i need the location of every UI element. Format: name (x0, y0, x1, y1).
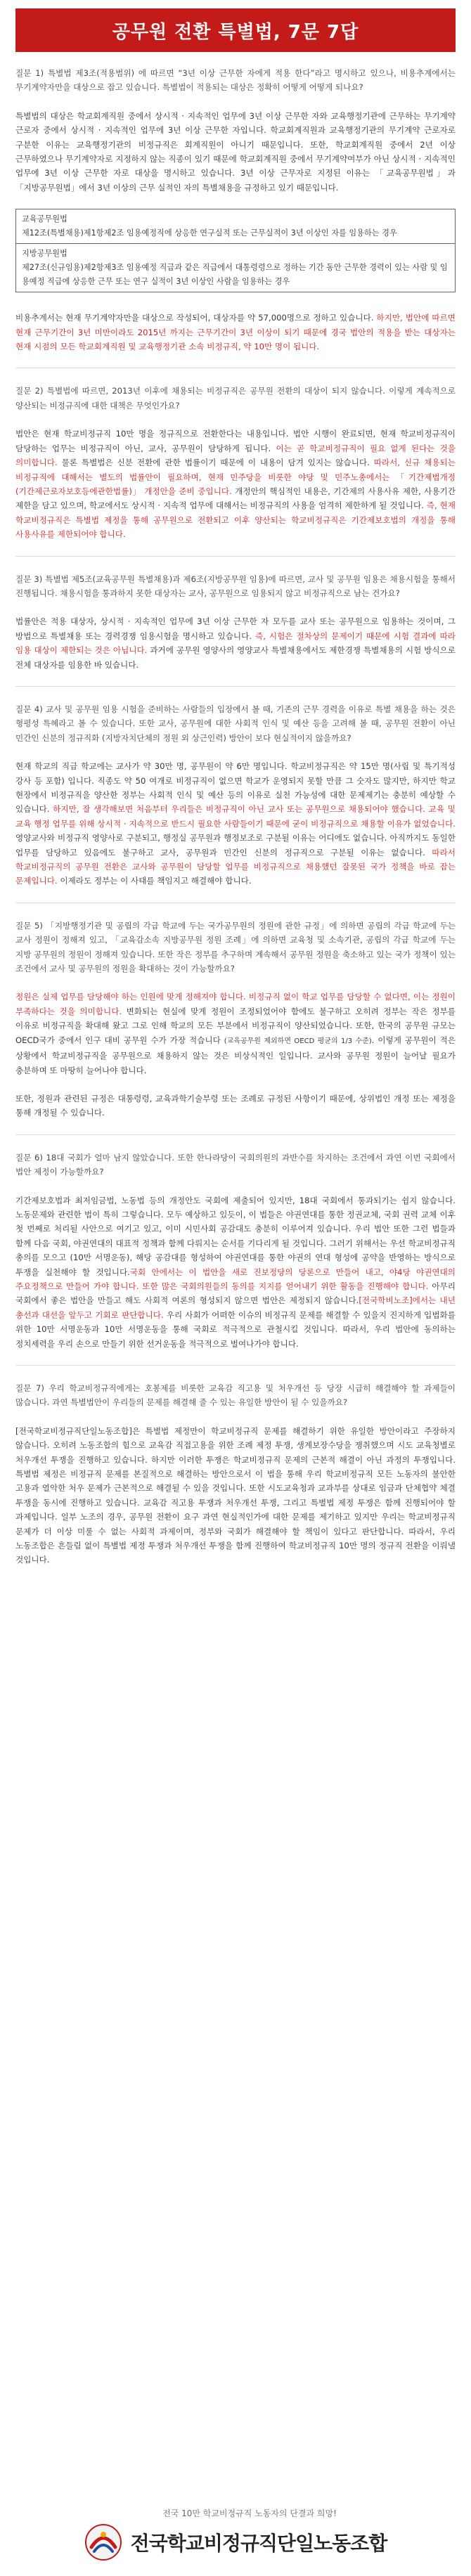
question-2: 질문 2) 특별법에 따르면, 2013년 이후에 채용되는 비정규직은 공무원 전환의 대상이 되지 않습니다. 이렇게 계속적으로 양산되는 비정규직에 대한 대책은 무엇인가요? (15, 386, 456, 410)
answer-6-text-3: 우리 사회가 어떠한 이슈의 비정규직 문제를 해결할 수 있을지 진지하게 입법화를 위한 10만 서명운동과 10만 서명운동을 통해 국회로 적극적으로 관철시킬 것입니다. 따라서, 우리 법안에 동의하는 정치세력을 우리 손으로 만들기 위한 선거운동을 적극적으로 벌여나가야 합니다. (15, 1309, 456, 1349)
law-1-title: 교육공무원법 (22, 214, 67, 224)
answer-4-text-2: 영양교사와 비정규직 영양사로 구분되고, 행정실 공무원과 행정보조로 구분될 이유는 어디에도 없습니다. 아직까지도 동일한 업무를 담당하고 있음에도 불구하고 교사, 공무원과 민간인 신분의 정규직으로 구분될 이유는 없습니다. (15, 833, 456, 857)
page-title-text: 공무원 전환 특별법, 7문 7답 (112, 21, 359, 43)
footer-org-name: 전국학교비정규직단일노동조합 (130, 2531, 387, 2555)
page (0, 8, 471, 2576)
answer-1-highlight: 하지만, 법안에 따르면 현재 근무기간이 3년 미만이라도 2015년 까지는 근무기간이 3년 이상이 되기 때문에 경국 법안의 적용을 받는 대상자는 현재 시점의 모든 학교회계직원 및 교육행정기관 소속 비정규직, 약 10만 명이 됩니다. (15, 313, 456, 352)
footer-brand (84, 2523, 387, 2561)
law-cell-1 (16, 209, 455, 244)
footer (0, 2492, 471, 2576)
divider (15, 556, 456, 557)
question-6: 질문 6) 18대 국회가 얼마 남지 않았습니다. 또한 한나라당이 국회의원의 과반수를 차지하는 조건에서 과연 이번 국회에서 법안 제정이 가능할까요? (15, 1152, 456, 1177)
answer-1-text: 비용추계서는 현재 무기계약자만을 대상으로 작성되어, 대상자를 약 57,000명으로 정하고 있습니다. (15, 313, 377, 323)
answer-2-highlight-1: 이는 곧 학교비정규직이 필요 없게 된다는 것을 의미합니다. (15, 443, 456, 468)
answer-2-highlight-3: 즉, 현재 학교비정규직은 특별법 제정을 통해 공무원으로 전환되고 이후 양산되는 학교비정규직은 기간제보호법의 개정을 통해 사용사유를 제한되어야 합니다. (15, 500, 456, 540)
answer-2-highlight-2: 따라서, 신규 채용되는 비정규직에 대해서는 별도의 법률안이 필요하며, 현재 민주당을 비롯한 야당 및 민주노총에서는 「기간제법개정(기간제근로자보호등에관한법률)」 개정안을 준비 중입니다. (15, 458, 456, 496)
answer-3-text-2: 과거에 공무원 영양사의 영양교사 특별채용에서도 제한경쟁 특별채용의 시험 방식으로 전체 대상자를 임용한 바 있습니다. (15, 645, 456, 670)
law-reference-box (15, 209, 456, 292)
answer-7: [전국학교비정규직단일노동조합]은 특별법 제정만이 학교비정규직 문제를 해결하기 위한 유일한 방안이라고 주장하지 않습니다. 오히려 노동조합의 힘으로 교육감 직접고용을 위한 조례 제정 투쟁, 생계보장수당을 쟁취했으며 시도 교육청별로 처우개선 투쟁을 진행하고 있습니다. 하지만 이러한 투쟁은 학교비정규직 문제의 근본적 해결이 아닌 과정의 투쟁입니다. 특별법 제정은 비정규직 문제를 본질적으로 해결하는 방안으로서 이 법을 통해 우리 학교비정규직 모든 노동자의 불안한 고용과 열악한 처우 문제가 근본적으로 해결될 수 있을 것입니다. 또한 시도교육청과 교과부를 상대로 임금과 단체협약 체결 투쟁을 동시에 진행하고 있습니다. 교육감 직고용 투쟁과 처우개선 투쟁, 그리고 특별법 제정 투쟁은 함께 진행되어야 할 과제입니다. 일부 노조의 경우, 공무원 전환이 요구 과연 현실적인가에 대한 문제를 제기하고 있지만 우리는 학교비정규직 문제가 더 이상 미룰 수 없는 사회적 과제이며, 정부와 국회가 해결해야 할 책임이 있다고 판단합니다. 따라서, 우리 노동조합은 흔들림 없이 특별법 제정 투쟁과 처우개선 투쟁을 함께 진행하여 학교비정규직 10만 명의 정규직 전환을 이뤄낼 것입니다. (15, 1425, 456, 1565)
answer-3 (15, 614, 456, 672)
answer-2-text-1: 법안은 현재 학교비정규직 10만 명을 정규직으로 전환한다는 내용입니다. 법안 시행이 완료되면, 현재 학교비정규직이 담당하는 업무는 비정규직이 아닌, 교사, 공무원이 담당하게 됩니다. (15, 429, 456, 453)
law-2-title: 지방공무원법 (22, 249, 67, 259)
law-2-body: 제27조(신규임용)제2항제3조 임용예정 직급과 같은 직급에서 대통령령으로 정하는 기간 동안 근무한 경력이 있는 사람 및 임용예정 직급에 상응한 근무 또는 연구 실적이 3년 이상인 사람을 임용하는 경우 (22, 263, 448, 287)
page-title (15, 8, 456, 52)
answer-3-highlight-1: 즉, 시험은 절차상의 문제이기 때문에 시험 결과에 따라 임용 대상이 제한되는 것은 아닙니다. (15, 630, 456, 656)
answer-2-text-3: 개정안의 핵심적인 내용은, 기간제의 사용사유 제한, 사용기간 제한을 담고 있으며, 학교에서도 상시적 · 지속적 업무에 대해서는 비정규직의 사용을 엄격히 제한하게 될 것입니다. (15, 486, 456, 511)
answer-6-text-1: 기간제보호법과 최저임금법, 노동법 등의 개정안도 국회에 제출되어 있지만, 18대 국회에서 통과되기는 쉽지 않습니다. 노동문제와 관련한 법이 특히 그렇습니다. 모두 예상하고 있듯이, 이 법들은 야권연대를 통한 정권교체, 국회 권력 교체 이후 첫 번째로 처리될 사안으로 여기고 있고, 이미 시민사회 공감대도 충분히 이루어져 있습니다. 우리 법안 또한 그런 법들과 함께 다음 국회, 야권연대의 대표적 정책과 함께 다뤄지는 순서를 기다리게 될 것입니다. 그러기 위해서는 우선 학교비정규직 총의를 모으고 (10만 서명운동), 해당 공감대를 형성하여 야권연대를 통한 야권의 연대 형성에 공약을 반영하는 방식으로 투쟁을 실천해야 할 것입니다. (15, 1195, 456, 1277)
faq-content (15, 66, 456, 1567)
answer-4 (15, 759, 456, 888)
answer-1-paragraph-1: 특별법의 대상은 학교회계직원 중에서 상시적 · 지속적인 업무에 3년 이상 근무한 자와 교육행정기관에 근무하는 무기계약 근로자 중에서 상시적 · 지속적인 업무에 3년 이상 근무한 자입니다. 학교회계직원과 교육행정기관의 무기계약 근로자로 구분한 이유는 교육행정기관의 비정규직은 회계직원이 아니기 때문입니다. 또한, 학교회계직원 중에서 2년 이상 근무하였으나 무기계약자로 지정하지 않는 직종이 있기 때문에 학교회계직원 중에서 무기계약여부가 아닌 상시적 · 지속적인 업무에 3년 이상 근무한 자로 대상을 명시하고 있습니다. 3년 이상 근무자로 지정된 이유는 「교육공무원법」과 「지방공무원법」에서 3년 이상의 근무 실적인 자의 특별채용을 규정하고 있기 때문입니다. (15, 110, 456, 193)
answer-6-highlight-2: [전국학비노조]에서는 내년 총선과 대선을 앞두고 기회로 판단합니다. (15, 1295, 456, 1320)
answer-3-text-1: 법률안은 적용 대상자, 상시적 · 지속적인 업무에 3년 이상 근무한 자 모두를 교사 또는 공무원으로 임용하는 것이며, 그 방법으로 특별채용 또는 경력경쟁 임용시험을 명시하고 있습니다. (15, 616, 456, 641)
question-4: 질문 4) 교사 및 공무원 임용 시험을 준비하는 사람들의 입장에서 볼 때, 기존의 근무 경력을 이유로 특별 채용을 하는 것은 형평성 특혜라고 볼 수 있습니다. 또한 교사, 공무원에 대한 사회적 인식 및 예산 등을 고려해 볼 때, 공무원 전환이 아닌 민간인 신분의 정규직화 (지방자치단체의 정원 외 상근인력) 방안이 보다 현실적이지 않을까요? (15, 704, 456, 743)
answer-2-text-2: 물론 특별법은 신분 전환에 관한 법률이기 때문에 이 내용이 담겨 있지는 않습니다. (57, 458, 374, 468)
divider (15, 1365, 456, 1366)
answer-5-paragraph-2: 또한, 정원과 관련된 규정은 대통령령, 교육과학기술부령 또는 조례로 규정된 사항이기 때문에, 상위법인 개정 또는 제정을 통해 개정될 수 있습니다. (15, 1093, 456, 1118)
question-1: 질문 1) 특별법 제3조(적용범위) 에 따르면 “3년 이상 근무한 자에게 적용 한다”라고 명시하고 있으나, 비용추계에서는 무기계약자만을 대상으로 잡고 있습니다. 특별법이 적용되는 대상은 정확히 어떻게 어떻게 되나요? (15, 68, 456, 93)
answer-5-text-2: . 이렇게 공무원이 적은 상황에서 학교비정규직을 공무원으로 채용하지 않는 것은 비상식적인 일입니다. 교사와 공무원 정원이 늘어날 필요가 충분하며 또 마땅히 늘어나야 합니다. (15, 1035, 456, 1075)
answer-5-highlight-1: 정원은 실제 업무를 담당해야 하는 인원에 맞게 정해져야 합니다. 비정규직 없이 학교 업무를 담당할 수 없다면, 이는 정원이 부족하다는 것을 의미합니다. (15, 992, 456, 1016)
answer-5-paragraph-1 (15, 990, 456, 1077)
answer-1-paragraph-2 (15, 311, 456, 354)
footer-tagline: 전국 10만 학교비정규직 노동자의 단결과 희망! (162, 2508, 337, 2518)
divider (15, 1134, 456, 1135)
law-1-body: 제12조(특별채용)제1항제2조 임용예정직에 상응한 연구실적 또는 근무실적이 3년 이상인 자를 임용하는 경우 (22, 228, 397, 238)
answer-4-text-3: 이제라도 정부는 이 사태를 책임지고 해결해야 합니다. (57, 876, 252, 886)
answer-4-text-1: 현재 학교의 직급 학교에는 교사가 약 30만 명, 공무원이 약 6만 명입니다. 학교비정규직은 약 15만 명(사립 및 특기적성 강사 등 포함) 입니다. 직종도 약 50 여개로 비정규직이 없으면 학교가 운영되지 못할 만큼 그 숫자도 많지만, 하지만 학교 현장에서 비정규직을 양산한 정부는 사회적 인식 및 예산 등의 이유로 실천 가능성에 대한 문제제기는 충분히 예상할 수 있습니다. (15, 761, 456, 815)
answer-5-small-note: (교육공무원 제외하면 OECD 평균의 1/3 수준) (224, 1037, 372, 1045)
union-logo-icon (84, 2523, 122, 2561)
answer-6 (15, 1193, 456, 1351)
divider (15, 902, 456, 903)
question-7: 질문 7) 우리 학교비정규직에게는 호봉제를 비롯한 교육감 직고용 및 처우개선 등 당장 시급히 해결해야 할 과제들이 많습니다. 과연 특별법안이 우리들의 문제를 해결해 줄 수 있는 유일한 방안이 될 수 있을까요? (15, 1383, 456, 1408)
answer-6-text-2: 아무리 국회에서 좋은 법안을 만들고 해도 사회적 여론의 형성되지 않으면 법안은 제정되지 않습니다. (15, 1281, 456, 1306)
question-3: 질문 3) 특별법 제5조(교육공무원 특별채용)과 제6조(지방공무원 임용)에 따르면, 교사 및 공무원 임용은 채용시험을 통해서 진행됩니다. 채용시험을 통과하지 못한 대상자는 교사, 공무원으로 임용되지 않고 비정규직으로 남는 건가요? (15, 574, 456, 598)
divider (15, 686, 456, 687)
answer-5-text-1: 변화되는 현실에 맞게 정원이 조정되었어야 함에도 불구하고 오히려 정부는 작은 정부를 이유로 비정규직을 확대해 왔고 그로 인해 학교의 모든 부분에서 비정규직이 양산되었습니다. 또한, 한국의 공무원 규모는 OECD국가 중에서 인구 대비 공무원 수가 가장 적습니다 (15, 1006, 456, 1045)
question-5: 질문 5) 「지방행정기관 및 공립의 각급 학교에 두는 국가공무원의 정원에 관한 규정」에 의하면 공립의 각급 학교에 두는 교사 정원이 정해져 있고, 「교육감소속 지방공무원 정원 조례」에 의하면 교육청 및 소속기관, 공립의 각급 학교에 두는 지방 공무원의 정원이 정해져 있습니다. 또한 작은 정부를 추구하며 계속해서 공무원 정원을 축소하고 있는 국가 정책이 있는 조건에서 교사 및 공무원의 정원을 확대하는 것이 가능할까요? (15, 920, 456, 974)
law-cell-2 (16, 244, 455, 292)
answer-4-highlight-1: 하지만, 잘 생각해보면 처음부터 우리들은 비정규직이 아닌 교사 또는 공무원으로 채용되어야 했습니다. 교육 및 교육 행정 업무를 위해 상시적 · 지속적으로 반드시 필요한 사람들이기 때문에 굳이 비정규직으로 채용할 이유가 없었습니다. (15, 804, 456, 829)
answer-4-highlight-2: 따라서 학교비정규직의 공무원 전환은 교사와 공무원이 담당할 업무를 비정규직으로 채용했던 잘못된 국가 정책을 바로 잡는 문제입니다. (15, 847, 456, 886)
answer-2 (15, 427, 456, 541)
answer-6-highlight-1: 국회 안에서는 이 법안을 새로 진보정당의 당론으로 만들어 내고, 야4당 야권연대의 주요정책으로 만들어 가야 합니다. 또한 많은 국회의원들의 동의를 지지를 얻어내기 위한 활동을 진행해야 합니다. (15, 1267, 456, 1291)
